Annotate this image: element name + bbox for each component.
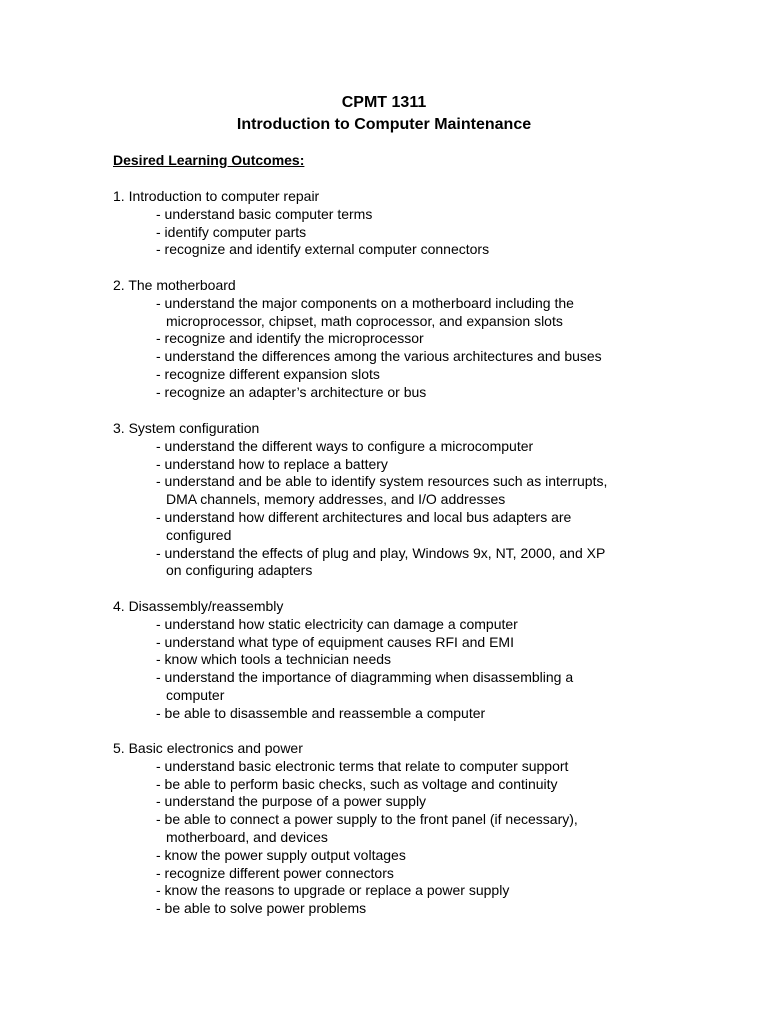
outcome-continuation: DMA channels, memory addresses, and I/O addresses [166,491,506,508]
section-title: 2. The motherboard [113,277,236,293]
outcome-item: - know the reasons to upgrade or replace a power supply [156,882,510,899]
outcome-continuation: on configuring adapters [166,562,313,579]
outcome-continuation: motherboard, and devices [166,829,328,845]
outcome-item: - recognize different power connectors [156,864,394,881]
outcome-item: - understand the importance of diagramming when disassembling a [156,669,574,686]
outcome-item: - understand the differences among the various architectures and buses [156,348,602,365]
outcome-item: - be able to disassemble and reassemble a computer [156,704,486,721]
outcome-item: - understand how to replace a battery [156,455,388,472]
outcome-item: - know which tools a technician needs [156,651,392,668]
outcome-continuation: computer [166,687,225,703]
outcome-item: - understand and be able to identify system resources such as interrupts, [156,473,608,490]
section-title: 4. Disassembly/reassembly [113,598,284,614]
outcome-item: - understand the major components on a motherboard including the [156,294,574,311]
course-name-title: Introduction to Computer Maintenance [236,116,532,133]
outcome-item: - know the power supply output voltages [156,846,406,863]
outcome-continuation: configured [166,526,232,543]
outcome-item: - be able to perform basic checks, such as voltage and continuity [156,775,558,792]
outcome-item: - recognize an adapter’s architecture or bus [156,383,427,400]
outcome-item: - understand basic computer terms [156,205,373,222]
outcomes-heading: Desired Learning Outcomes: [113,152,305,168]
outcome-item: - understand what type of equipment causes RFI and EMI [156,633,514,650]
section-title: 1. Introduction to computer repair [113,188,320,204]
outcome-item: - recognize and identify external computer connectors [156,241,490,258]
section-title: 5. Basic electronics and power [113,740,303,756]
outcome-item: - understand basic electronic terms that relate to computer support [156,757,569,774]
section-title: 3. System configuration [113,420,260,436]
outcome-item: - understand how different architectures and local bus adapters are [156,509,572,525]
outcome-item: - understand the effects of plug and play, Windows 9x, NT, 2000, and XP [156,544,606,561]
outcome-item: - understand the different ways to configure a microcomputer [156,437,534,454]
outcome-item: - understand the purpose of a power supply [156,793,427,810]
outcome-continuation: microprocessor, chipset, math coprocessor, and expansion slots [166,312,563,329]
outcome-item: - be able to solve power problems [156,900,367,917]
outcome-item: - identify computer parts [156,223,307,240]
course-code-title: CPMT 1311 [341,94,427,111]
outcome-item: - understand how static electricity can damage a computer [156,615,518,632]
outcome-item: - be able to connect a power supply to the front panel (if necessary), [156,811,578,828]
outcome-item: - recognize different expansion slots [156,366,380,382]
outcome-item: - recognize and identify the microprocessor [156,330,424,347]
